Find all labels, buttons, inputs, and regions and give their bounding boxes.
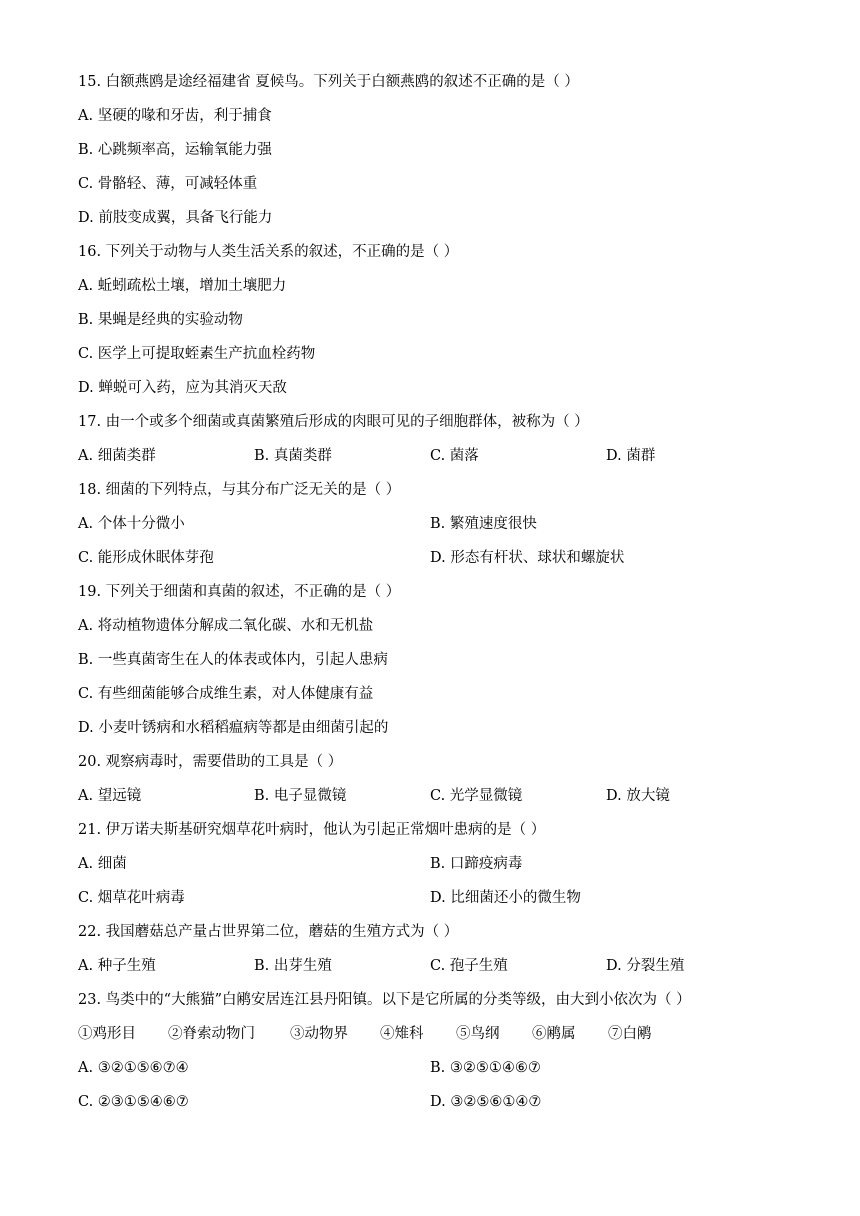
question-18-option-b: B. 繁殖速度很快 [430, 516, 537, 532]
question-20-option-c: C. 光学显微镜 [430, 788, 523, 804]
question-17-option-c: C. 菌落 [430, 448, 479, 464]
question-20-stem: 20. 观察病毒时，需要借助的工具是（ ） [78, 754, 343, 770]
question-23-item-7: ⑦白鹇 [608, 1026, 652, 1042]
question-23-option-b: B. ③②⑤①④⑥⑦ [430, 1060, 541, 1076]
question-16-option-d: D. 蝉蜕可入药，应为其消灭天敌 [78, 380, 287, 396]
question-23-item-3: ③动物界 [290, 1026, 348, 1042]
question-21-option-b: B. 口蹄疫病毒 [430, 856, 523, 872]
question-17-option-a: A. 细菌类群 [78, 448, 156, 464]
question-23-item-5: ⑤鸟纲 [456, 1026, 500, 1042]
question-15-option-b: B. 心跳频率高，运输氧能力强 [78, 142, 272, 158]
question-22-option-b: B. 出芽生殖 [254, 958, 332, 974]
question-19-option-b: B. 一些真菌寄生在人的体表或体内，引起人患病 [78, 652, 388, 668]
question-18-stem: 18. 细菌的下列特点，与其分布广泛无关的是（ ） [78, 482, 401, 498]
question-21-option-d: D. 比细菌还小的微生物 [430, 890, 581, 906]
question-17-option-b: B. 真菌类群 [254, 448, 332, 464]
question-23-item-2: ②脊索动物门 [168, 1026, 255, 1042]
question-23-item-6: ⑥鹇属 [532, 1026, 576, 1042]
question-20-option-d: D. 放大镜 [606, 788, 670, 804]
question-21-option-a: A. 细菌 [78, 856, 127, 872]
question-23-option-c: C. ②③①⑤④⑥⑦ [78, 1094, 189, 1110]
question-18-option-c: C. 能形成休眠体芽孢 [78, 550, 214, 566]
question-23-item-4: ④雉科 [380, 1026, 424, 1042]
question-21-stem: 21. 伊万诺夫斯基研究烟草花叶病时，他认为引起正常烟叶患病的是（ ） [78, 822, 546, 838]
question-15-option-a: A. 坚硬的喙和牙齿，利于捕食 [78, 108, 272, 124]
question-23-option-d: D. ③②⑤⑥①④⑦ [430, 1094, 542, 1110]
question-19-option-d: D. 小麦叶锈病和水稻稻瘟病等都是由细菌引起的 [78, 720, 389, 736]
question-16-option-a: A. 蚯蚓疏松土壤，增加土壤肥力 [78, 278, 287, 294]
question-23-stem: 23. 鸟类中的“大熊猫”白鹇安居连江县丹阳镇。以下是它所属的分类等级，由大到小依次为（ ） [78, 992, 691, 1008]
question-15-stem: 15. 白额燕鸥是途经福建省 夏候鸟。下列关于白额燕鸥的叙述不正确的是（ ） [78, 74, 579, 90]
question-20-option-a: A. 望远镜 [78, 788, 142, 804]
question-22-option-d: D. 分裂生殖 [606, 958, 685, 974]
question-23-option-a: A. ③②①⑤⑥⑦④ [78, 1060, 189, 1076]
question-17-stem: 17. 由一个或多个细菌或真菌繁殖后形成的肉眼可见的子细胞群体，被称为（ ） [78, 414, 589, 430]
question-19-option-c: C. 有些细菌能够合成维生素，对人体健康有益 [78, 686, 374, 702]
question-18-option-d: D. 形态有杆状、球状和螺旋状 [430, 550, 625, 566]
question-22-option-a: A. 种子生殖 [78, 958, 156, 974]
question-15-option-c: C. 骨骼轻、薄，可减轻体重 [78, 176, 258, 192]
question-22-option-c: C. 孢子生殖 [430, 958, 508, 974]
question-20-option-b: B. 电子显微镜 [254, 788, 347, 804]
question-19-option-a: A. 将动植物遗体分解成二氧化碳、水和无机盐 [78, 618, 374, 634]
question-16-option-c: C. 医学上可提取蛭素生产抗血栓药物 [78, 346, 316, 362]
question-17-option-d: D. 菌群 [606, 448, 656, 464]
question-19-stem: 19. 下列关于细菌和真菌的叙述，不正确的是（ ） [78, 584, 401, 600]
question-18-option-a: A. 个体十分微小 [78, 516, 185, 532]
question-23-item-1: ①鸡形目 [78, 1026, 136, 1042]
question-21-option-c: C. 烟草花叶病毒 [78, 890, 185, 906]
question-16-stem: 16. 下列关于动物与人类生活关系的叙述，不正确的是（ ） [78, 244, 459, 260]
question-16-option-b: B. 果蝇是经典的实验动物 [78, 312, 243, 328]
question-15-option-d: D. 前肢变成翼，具备飞行能力 [78, 210, 273, 226]
question-22-stem: 22. 我国蘑菇总产量占世界第二位，蘑菇的生殖方式为（ ） [78, 924, 459, 940]
